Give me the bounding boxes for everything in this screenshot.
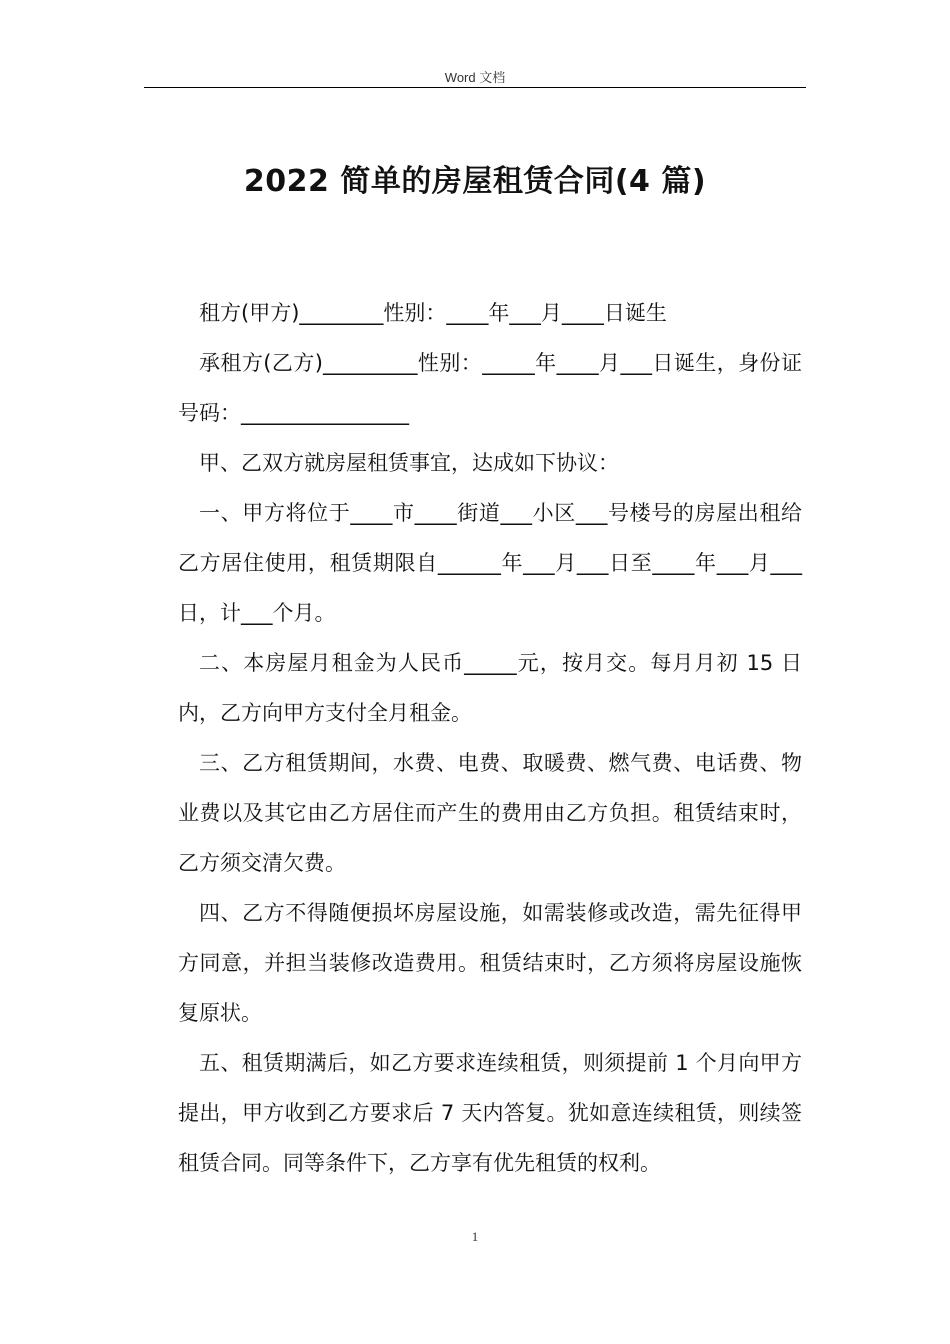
page-number: 1 [471,1229,479,1244]
paragraph-lessee: 承租方(乙方)_________性别：_____年____月___日诞生，身份证号码：________________ [178,351,802,425]
paragraph-agreement-intro: 甲、乙双方就房屋租赁事宜，达成如下协议： [199,451,619,475]
document-body [178,288,802,1188]
page-header: Word 文档 [444,70,506,85]
header-divider [144,87,806,88]
paragraph-clause-2: 二、本房屋月租金为人民币_____元，按月交。每月月初 15 日内，乙方向甲方支付全月租金。 [178,651,802,725]
paragraph-lessor: 租方(甲方)________性别：____年___月____日诞生 [199,301,667,325]
paragraph-clause-3: 三、乙方租赁期间，水费、电费、取暖费、燃气费、电话费、物业费以及其它由乙方居住而产生的费用由乙方负担。租赁结束时，乙方须交清欠费。 [178,751,802,875]
document-title: 2022 简单的房屋租赁合同(4 篇) [243,164,707,199]
paragraph-clause-5: 五、租赁期满后，如乙方要求连续租赁，则须提前 1 个月向甲方提出，甲方收到乙方要求后 7 天内答复。犹如意连续租赁，则续签租赁合同。同等条件下，乙方享有优先租赁的权利。 [178,1051,802,1175]
paragraph-clause-1: 一、甲方将位于____市____街道___小区___号楼号的房屋出租给乙方居住使用，租赁期限自______年___月___日至____年___月___日，计___个月。 [178,501,802,625]
paragraph-clause-4: 四、乙方不得随便损坏房屋设施，如需装修或改造，需先征得甲方同意，并担当装修改造费用。租赁结束时，乙方须将房屋设施恢复原状。 [178,901,802,1025]
